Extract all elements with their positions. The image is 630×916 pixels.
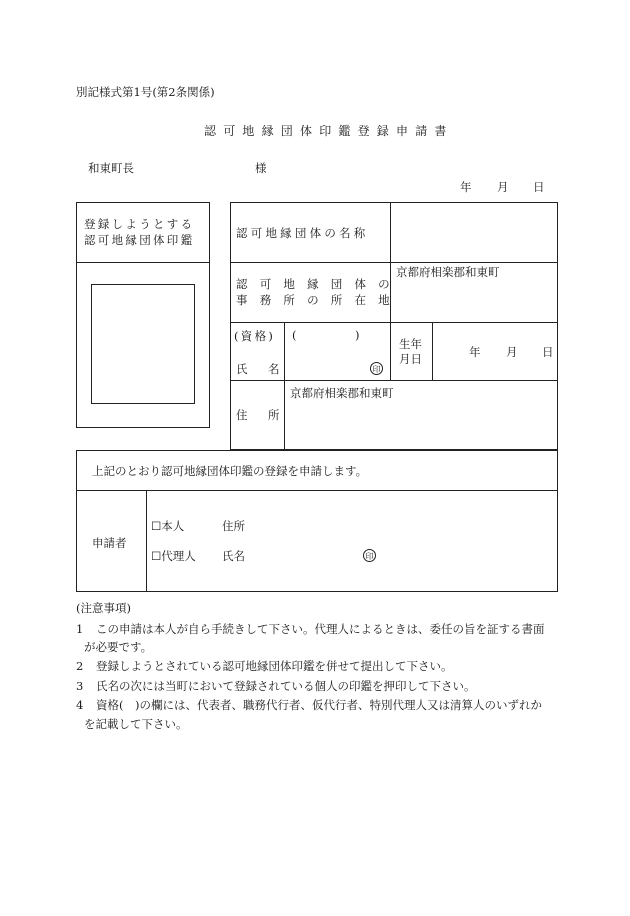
name-label-first: 氏 bbox=[236, 362, 248, 376]
note-3-number: 3 bbox=[76, 679, 84, 693]
info-row-divider-2 bbox=[230, 322, 558, 323]
info-row-divider-1 bbox=[230, 262, 558, 263]
note-4-line1: 資格( )の欄には、代表者、職務代行者、仮代行者、特別代理人又は清算人のいずれか bbox=[96, 698, 542, 712]
date-year: 年 bbox=[460, 180, 472, 194]
birth-label-line2: 月日 bbox=[399, 352, 422, 366]
applicant-col-divider bbox=[146, 490, 147, 592]
note-1-line2: が必要です。 bbox=[84, 640, 153, 654]
date-month: 月 bbox=[497, 180, 509, 194]
name-seal-mark: 印 bbox=[370, 362, 383, 375]
form-number: 別記様式第1号(第2条関係) bbox=[76, 85, 215, 99]
office-address-field[interactable]: 京都府相楽郡和東町 bbox=[396, 265, 500, 279]
note-2-line1: 登録しようとされている認可地縁団体印鑑を併せて提出して下さい。 bbox=[96, 659, 453, 673]
checkbox-agent[interactable]: ☐代理人 bbox=[151, 549, 196, 563]
birth-year: 年 bbox=[469, 345, 481, 359]
birth-col-divider-left bbox=[390, 322, 391, 380]
applicant-address-label: 住所 bbox=[222, 519, 245, 533]
note-4-number: 4 bbox=[76, 698, 84, 712]
address-field[interactable]: 京都府相楽郡和東町 bbox=[290, 386, 394, 400]
address-label-first: 住 bbox=[236, 408, 248, 422]
applicant-label: 申請者 bbox=[92, 536, 127, 550]
note-2-number: 2 bbox=[76, 659, 84, 673]
birth-label-line1: 生年 bbox=[399, 337, 422, 351]
birth-day: 日 bbox=[542, 345, 554, 359]
info-col-divider-bottom bbox=[284, 322, 285, 450]
addressee: 和東町長 bbox=[88, 161, 134, 175]
office-label-line2: 事務所の所在地 bbox=[236, 293, 402, 307]
name-label-second: 名 bbox=[268, 362, 280, 376]
org-name-label: 認可地縁団体の名称 bbox=[236, 226, 369, 240]
seal-stamp-area[interactable] bbox=[91, 284, 195, 404]
addressee-honorific: 様 bbox=[255, 161, 267, 175]
applicant-name-label: 氏名 bbox=[222, 549, 245, 563]
address-label-second: 所 bbox=[268, 408, 280, 422]
qualification-open-paren: ( bbox=[292, 328, 297, 342]
note-1-number: 1 bbox=[76, 622, 84, 636]
seal-box-divider bbox=[76, 262, 210, 263]
notes-heading: (注意事項) bbox=[76, 601, 131, 615]
qualification-label: (資格) bbox=[234, 329, 276, 343]
org-name-field[interactable] bbox=[396, 225, 551, 241]
seal-box-label-line1: 登録しようとする bbox=[84, 217, 195, 231]
birth-col-divider-right bbox=[432, 322, 433, 380]
page-title: 認可地縁団体印鑑登録申請書 bbox=[204, 124, 454, 138]
info-row-divider-3 bbox=[230, 380, 558, 381]
seal-box-label-line2: 認可地縁団体印鑑 bbox=[84, 233, 195, 247]
note-4-line2: を記載して下さい。 bbox=[84, 717, 188, 731]
application-divider bbox=[76, 490, 558, 491]
note-3-line1: 氏名の次には当町において登録されている個人の印鑑を押印して下さい。 bbox=[96, 679, 476, 693]
applicant-seal-mark: 印 bbox=[363, 549, 376, 562]
birth-month: 月 bbox=[506, 345, 518, 359]
date-day: 日 bbox=[533, 180, 545, 194]
note-1-line1: この申請は本人が自ら手続きして下さい。代理人によるときは、委任の旨を証する書面 bbox=[96, 622, 545, 636]
checkbox-self[interactable]: ☐本人 bbox=[151, 519, 185, 533]
office-label-line1: 認可地縁団体の bbox=[236, 277, 402, 291]
application-statement: 上記のとおり認可地縁団体印鑑の登録を申請します。 bbox=[92, 464, 368, 478]
qualification-close-paren: ) bbox=[355, 328, 360, 342]
